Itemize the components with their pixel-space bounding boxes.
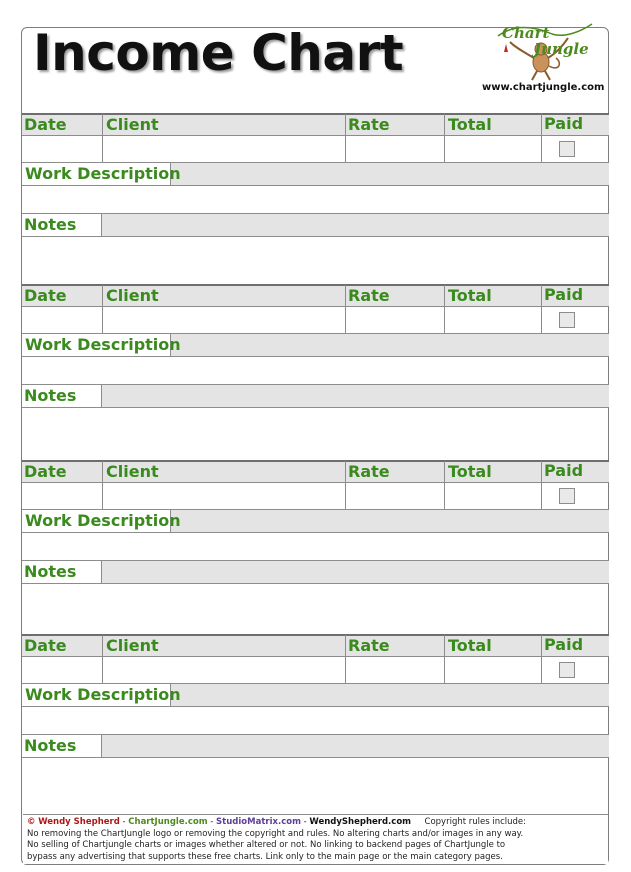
separator: - xyxy=(119,817,129,827)
column-divider xyxy=(444,114,445,162)
rate-cell[interactable] xyxy=(346,657,444,683)
paid-checkbox[interactable] xyxy=(559,662,575,678)
site-url: www.chartjungle.com xyxy=(482,82,605,93)
label-work-description: Work Description xyxy=(25,511,181,530)
column-divider xyxy=(541,461,542,509)
column-divider xyxy=(345,114,346,162)
copyright-symbol: © xyxy=(27,817,36,827)
label-notes: Notes xyxy=(24,736,77,755)
column-divider xyxy=(102,285,103,333)
column-divider xyxy=(444,635,445,683)
client-cell[interactable] xyxy=(103,657,345,683)
notes-field[interactable] xyxy=(22,408,609,459)
separator: - xyxy=(300,817,310,827)
notes-field[interactable] xyxy=(22,237,609,283)
label-notes: Notes xyxy=(24,215,77,234)
rules-line-2: No selling of Chartjungle charts or images whether altered or not. No linking to backend pages of ChartJungle to xyxy=(27,840,506,850)
notes-header xyxy=(22,214,609,236)
column-divider xyxy=(102,635,103,683)
paid-checkbox[interactable] xyxy=(559,488,575,504)
column-divider xyxy=(541,635,542,683)
date-cell[interactable] xyxy=(22,483,102,509)
work-description-field[interactable] xyxy=(22,186,609,213)
label-paid: Paid xyxy=(544,461,584,480)
label-paid: Paid xyxy=(544,114,584,133)
site-wendyshepherd[interactable]: WendyShepherd.com xyxy=(309,817,412,827)
date-cell[interactable] xyxy=(22,657,102,683)
rate-cell[interactable] xyxy=(346,307,444,333)
client-cell[interactable] xyxy=(103,136,345,162)
site-studiomatrix[interactable]: StudioMatrix.com xyxy=(216,817,301,827)
total-cell[interactable] xyxy=(445,657,541,683)
label-total: Total xyxy=(448,462,492,481)
column-divider xyxy=(102,461,103,509)
column-divider xyxy=(444,461,445,509)
notes-field[interactable] xyxy=(22,758,609,811)
label-rate: Rate xyxy=(348,636,390,655)
label-date: Date xyxy=(24,636,67,655)
paid-checkbox[interactable] xyxy=(559,312,575,328)
paid-checkbox[interactable] xyxy=(559,141,575,157)
label-paid: Paid xyxy=(544,635,584,654)
label-rate: Rate xyxy=(348,462,390,481)
column-divider xyxy=(541,114,542,162)
label-client: Client xyxy=(106,115,159,134)
label-total: Total xyxy=(448,636,492,655)
label-total: Total xyxy=(448,286,492,305)
column-divider xyxy=(444,285,445,333)
column-divider xyxy=(102,114,103,162)
footer-credits xyxy=(27,817,604,829)
logo-text-jungle: Jungle xyxy=(534,40,589,58)
date-cell[interactable] xyxy=(22,136,102,162)
work-description-field[interactable] xyxy=(22,707,609,734)
logo-text-chart: Chart xyxy=(502,24,550,42)
label-paid: Paid xyxy=(544,285,584,304)
site-chartjungle[interactable]: ChartJungle.com xyxy=(128,817,208,827)
column-divider xyxy=(345,285,346,333)
label-client: Client xyxy=(106,462,159,481)
work-description-field[interactable] xyxy=(22,533,609,560)
label-work-description: Work Description xyxy=(25,164,181,183)
column-divider xyxy=(345,635,346,683)
notes-header xyxy=(22,735,609,757)
rate-cell[interactable] xyxy=(346,136,444,162)
work-description-field[interactable] xyxy=(22,357,609,384)
notes-header xyxy=(22,385,609,407)
total-cell[interactable] xyxy=(445,136,541,162)
label-rate: Rate xyxy=(348,286,390,305)
total-cell[interactable] xyxy=(445,307,541,333)
label-date: Date xyxy=(24,286,67,305)
label-date: Date xyxy=(24,115,67,134)
column-divider xyxy=(345,461,346,509)
author-name: Wendy Shepherd xyxy=(38,817,120,827)
client-cell[interactable] xyxy=(103,483,345,509)
label-notes: Notes xyxy=(24,562,77,581)
notes-header xyxy=(22,561,609,583)
client-cell[interactable] xyxy=(103,307,345,333)
chartjungle-logo xyxy=(494,22,602,82)
label-client: Client xyxy=(106,636,159,655)
label-date: Date xyxy=(24,462,67,481)
label-rate: Rate xyxy=(348,115,390,134)
date-cell[interactable] xyxy=(22,307,102,333)
column-divider xyxy=(541,285,542,333)
label-client: Client xyxy=(106,286,159,305)
rate-cell[interactable] xyxy=(346,483,444,509)
label-work-description: Work Description xyxy=(25,685,181,704)
separator: - xyxy=(207,817,217,827)
label-notes: Notes xyxy=(24,386,77,405)
rules-intro: Copyright rules include: xyxy=(424,817,527,827)
rules-line-3: bypass any advertising that supports these free charts. Link only to the main page or the main category pages. xyxy=(27,851,503,862)
copyright-footer xyxy=(23,814,608,864)
notes-field[interactable] xyxy=(22,584,609,633)
label-work-description: Work Description xyxy=(25,335,181,354)
total-cell[interactable] xyxy=(445,483,541,509)
label-total: Total xyxy=(448,115,492,134)
page-title: Income Chart xyxy=(33,24,404,82)
rules-line-1: No removing the ChartJungle logo or removing the copyright and rules. No altering charts and/or images in any way. xyxy=(27,828,524,839)
